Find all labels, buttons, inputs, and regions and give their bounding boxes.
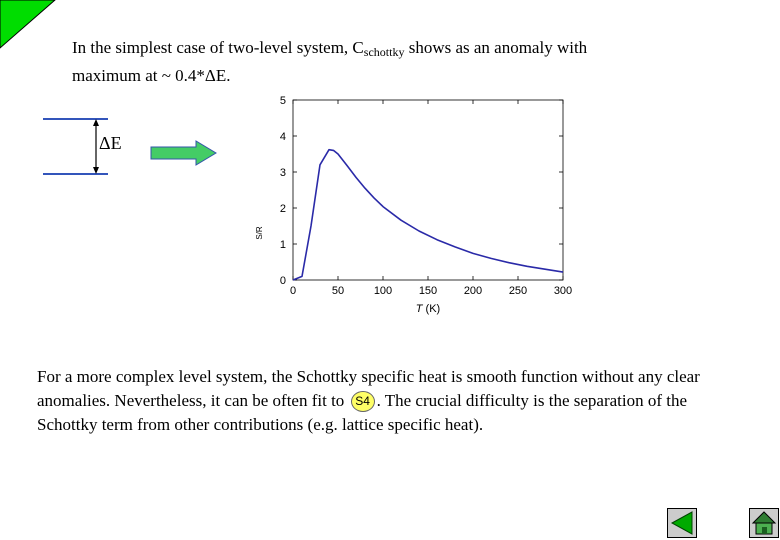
home-icon xyxy=(750,509,778,537)
intro-line1-b: shows as an anomaly with xyxy=(404,38,588,57)
x-tick-label: 150 xyxy=(418,285,438,297)
x-axis-label-unit: (K) xyxy=(422,303,441,315)
paragraph-part1: For a more complex level system, the Schottky specific heat is smooth function without any clear anomalies. Nevertheless, it can be often fit to xyxy=(37,367,700,410)
right-arrow-icon xyxy=(150,140,220,166)
x-tick-label: 200 xyxy=(463,285,483,297)
gap-arrow-head-down xyxy=(93,167,99,174)
x-tick-label: 0 xyxy=(289,285,297,297)
home-button[interactable] xyxy=(749,508,779,538)
y-axis-label: S/R xyxy=(255,226,264,240)
back-arrow-icon xyxy=(668,509,696,537)
delta-e-label: ΔE xyxy=(99,133,122,153)
y-tick-label: 5 xyxy=(279,95,286,107)
y-tick-label: 3 xyxy=(279,167,286,179)
x-axis-label xyxy=(416,303,440,315)
intro-line2: maximum at ~ 0.4*ΔE. xyxy=(72,66,231,85)
x-tick-label: 50 xyxy=(331,285,345,297)
y-tick-label: 0 xyxy=(279,275,286,287)
x-tick-label: 100 xyxy=(373,285,393,297)
x-axis-label-variable: T xyxy=(415,303,423,315)
plot-frame xyxy=(293,100,563,280)
body-paragraph xyxy=(37,365,737,437)
back-button[interactable] xyxy=(667,508,697,538)
x-tick-label: 250 xyxy=(508,285,528,297)
gap-arrow-head-up xyxy=(93,119,99,126)
schottky-curve xyxy=(293,150,563,280)
equation-badge[interactable]: S4 xyxy=(351,391,375,412)
y-tick-label: 1 xyxy=(279,239,286,251)
y-tick-label: 2 xyxy=(279,203,286,215)
y-tick-label: 4 xyxy=(279,131,286,143)
intro-text xyxy=(72,36,712,88)
intro-line1-a: In the simplest case of two-level system, C xyxy=(72,38,364,57)
intro-subscript: schottky xyxy=(363,45,405,59)
corner-decoration xyxy=(0,0,56,50)
paragraph-part2: . The crucial difficulty is the separation of the Schottky term from other contributions (e.g. lattice specific heat). xyxy=(37,391,688,434)
schottky-chart xyxy=(250,92,580,322)
x-tick-label: 300 xyxy=(553,285,573,297)
